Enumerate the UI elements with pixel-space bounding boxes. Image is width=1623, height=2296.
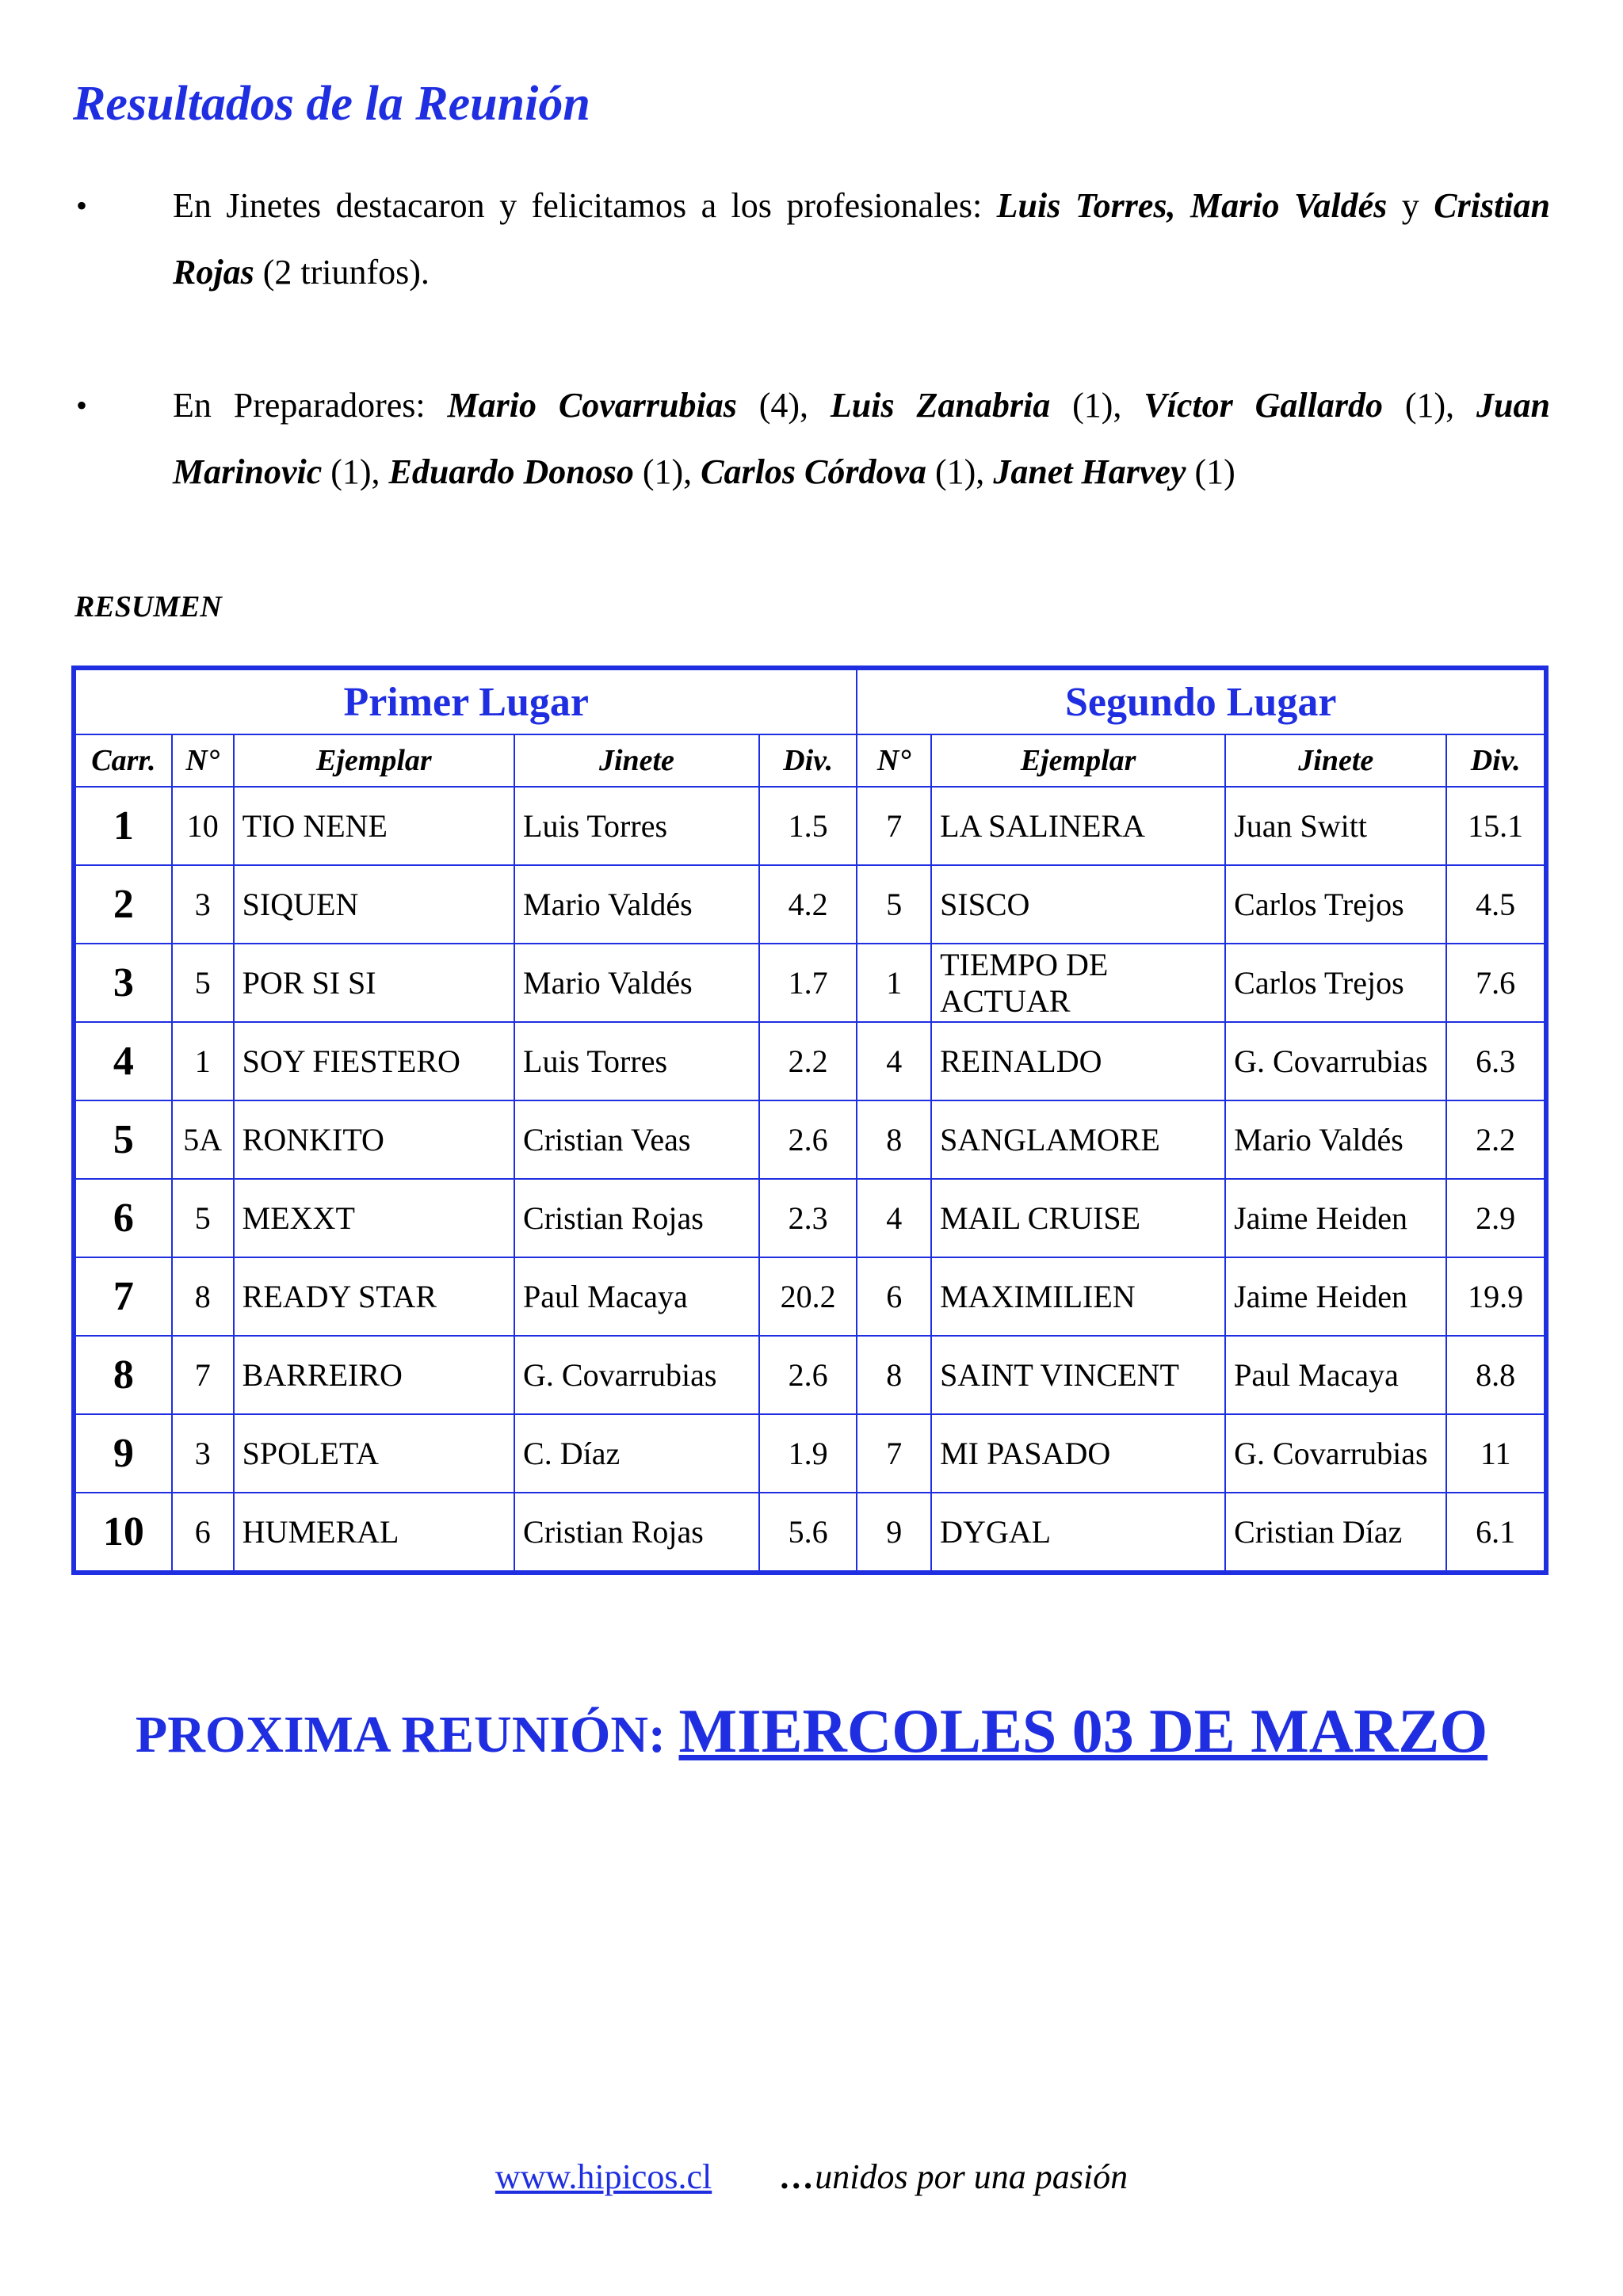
preparadores-bullet <box>76 372 1550 505</box>
second-horse-number: 4 <box>857 1022 931 1100</box>
first-horse-name: RONKITO <box>234 1100 514 1179</box>
next-meeting <box>0 1695 1623 1767</box>
col-jinete-2: Jinete <box>1225 734 1446 787</box>
second-jockey: Jaime Heiden <box>1225 1179 1446 1257</box>
table-row <box>74 1022 1546 1100</box>
table-row <box>74 1100 1546 1179</box>
second-jockey: Juan Switt <box>1225 787 1446 865</box>
second-dividend: 6.1 <box>1446 1493 1546 1573</box>
preparador-name: Luis Zanabria <box>830 386 1051 425</box>
jinetes-connector: y <box>1387 186 1434 225</box>
first-jockey: G. Covarrubias <box>514 1336 759 1414</box>
first-dividend: 2.3 <box>759 1179 857 1257</box>
preparador-name: Juan Marinovic <box>173 386 1550 491</box>
first-dividend: 1.5 <box>759 787 857 865</box>
table-row <box>74 865 1546 944</box>
second-dividend: 11 <box>1446 1414 1546 1493</box>
jinetes-names-2: Cristian Rojas <box>173 186 1550 292</box>
second-horse-number: 4 <box>857 1179 931 1257</box>
second-horse-number: 1 <box>857 944 931 1022</box>
second-horse-number: 7 <box>857 787 931 865</box>
second-horse-number: 5 <box>857 865 931 944</box>
race-number: 4 <box>74 1022 172 1100</box>
next-meeting-date: MIERCOLES 03 DE MARZO <box>678 1696 1488 1765</box>
second-jockey: Jaime Heiden <box>1225 1257 1446 1336</box>
second-horse-number: 8 <box>857 1100 931 1179</box>
preparador-count: (1) <box>1186 452 1235 491</box>
website-link[interactable]: www.hipicos.cl <box>495 2157 712 2196</box>
preparador-name: Janet Harvey <box>993 452 1186 491</box>
preparador-count: (1), <box>1050 386 1144 425</box>
second-jockey: Mario Valdés <box>1225 1100 1446 1179</box>
first-horse-name: SIQUEN <box>234 865 514 944</box>
first-dividend: 2.6 <box>759 1100 857 1179</box>
jinetes-text <box>173 173 1550 306</box>
second-dividend: 2.9 <box>1446 1179 1546 1257</box>
table-row <box>74 787 1546 865</box>
second-horse-name: DYGAL <box>931 1493 1225 1573</box>
first-dividend: 2.6 <box>759 1336 857 1414</box>
second-horse-number: 6 <box>857 1257 931 1336</box>
first-horse-number: 3 <box>172 865 234 944</box>
slogan-text: unidos por una pasión <box>815 2157 1128 2196</box>
bullet-dot-icon: • <box>76 188 88 223</box>
first-jockey: Mario Valdés <box>514 865 759 944</box>
second-jockey: G. Covarrubias <box>1225 1022 1446 1100</box>
first-horse-number: 6 <box>172 1493 234 1573</box>
second-dividend: 15.1 <box>1446 787 1546 865</box>
second-horse-number: 9 <box>857 1493 931 1573</box>
table-row <box>74 944 1546 1022</box>
col-ejemplar-1: Ejemplar <box>234 734 514 787</box>
table-row <box>74 1336 1546 1414</box>
second-horse-name: LA SALINERA <box>931 787 1225 865</box>
footer <box>0 2157 1623 2197</box>
preparador-count: (1), <box>1382 386 1477 425</box>
race-number: 1 <box>74 787 172 865</box>
second-jockey: G. Covarrubias <box>1225 1414 1446 1493</box>
first-dividend: 2.2 <box>759 1022 857 1100</box>
second-jockey: Carlos Trejos <box>1225 865 1446 944</box>
first-horse-number: 5A <box>172 1100 234 1179</box>
second-jockey: Cristian Díaz <box>1225 1493 1446 1573</box>
col-num-1: N° <box>172 734 234 787</box>
second-horse-number: 8 <box>857 1336 931 1414</box>
second-horse-name: MAIL CRUISE <box>931 1179 1225 1257</box>
second-horse-name: MAXIMILIEN <box>931 1257 1225 1336</box>
first-dividend: 5.6 <box>759 1493 857 1573</box>
first-horse-name: BARREIRO <box>234 1336 514 1414</box>
jinetes-names-1: Luis Torres, Mario Valdés <box>996 186 1388 225</box>
slogan-ellipsis: … <box>780 2157 815 2196</box>
first-horse-name: POR SI SI <box>234 944 514 1022</box>
first-dividend: 1.9 <box>759 1414 857 1493</box>
table-row <box>74 1257 1546 1336</box>
first-jockey: Cristian Rojas <box>514 1493 759 1573</box>
first-horse-number: 10 <box>172 787 234 865</box>
segundo-lugar-header: Segundo Lugar <box>857 668 1546 734</box>
col-carr: Carr. <box>74 734 172 787</box>
next-meeting-label: PROXIMA REUNIÓN: <box>135 1706 679 1764</box>
race-number: 10 <box>74 1493 172 1573</box>
jinetes-intro: En Jinetes destacaron y felicitamos a los profesionales: <box>173 186 997 225</box>
second-horse-name: SANGLAMORE <box>931 1100 1225 1179</box>
first-horse-name: HUMERAL <box>234 1493 514 1573</box>
col-jinete-1: Jinete <box>514 734 759 787</box>
second-horse-name: SAINT VINCENT <box>931 1336 1225 1414</box>
first-horse-number: 8 <box>172 1257 234 1336</box>
second-dividend: 2.2 <box>1446 1100 1546 1179</box>
preparadores-intro: En Preparadores: <box>173 386 448 425</box>
second-horse-name: TIEMPO DE ACTUAR <box>931 944 1225 1022</box>
primer-lugar-header: Primer Lugar <box>74 668 857 734</box>
first-jockey: Luis Torres <box>514 1022 759 1100</box>
results-table <box>71 666 1549 1575</box>
table-row <box>74 1414 1546 1493</box>
race-number: 5 <box>74 1100 172 1179</box>
preparador-name: Carlos Córdova <box>701 452 926 491</box>
first-jockey: Cristian Veas <box>514 1100 759 1179</box>
race-number: 7 <box>74 1257 172 1336</box>
race-number: 2 <box>74 865 172 944</box>
table-row <box>74 1179 1546 1257</box>
second-horse-name: SISCO <box>931 865 1225 944</box>
col-num-2: N° <box>857 734 931 787</box>
second-dividend: 7.6 <box>1446 944 1546 1022</box>
first-dividend: 1.7 <box>759 944 857 1022</box>
col-ejemplar-2: Ejemplar <box>931 734 1225 787</box>
race-number: 6 <box>74 1179 172 1257</box>
preparador-count: (1), <box>633 452 701 491</box>
preparador-name: Eduardo Donoso <box>388 452 634 491</box>
race-number: 8 <box>74 1336 172 1414</box>
page-title: Resultados de la Reunión <box>73 77 590 131</box>
preparador-name: Víctor Gallardo <box>1144 386 1383 425</box>
second-dividend: 19.9 <box>1446 1257 1546 1336</box>
first-horse-number: 5 <box>172 944 234 1022</box>
second-jockey: Carlos Trejos <box>1225 944 1446 1022</box>
race-number: 3 <box>74 944 172 1022</box>
first-dividend: 4.2 <box>759 865 857 944</box>
first-horse-name: READY STAR <box>234 1257 514 1336</box>
first-jockey: Paul Macaya <box>514 1257 759 1336</box>
first-horse-name: SPOLETA <box>234 1414 514 1493</box>
first-dividend: 20.2 <box>759 1257 857 1336</box>
first-jockey: Cristian Rojas <box>514 1179 759 1257</box>
preparador-count: (1), <box>926 452 994 491</box>
preparadores-text <box>173 372 1550 505</box>
table-row <box>74 1493 1546 1573</box>
preparador-count: (1), <box>322 452 389 491</box>
col-div-1: Div. <box>759 734 857 787</box>
preparador-count: (4), <box>736 386 831 425</box>
second-horse-name: REINALDO <box>931 1022 1225 1100</box>
first-jockey: Luis Torres <box>514 787 759 865</box>
col-div-2: Div. <box>1446 734 1546 787</box>
first-horse-number: 3 <box>172 1414 234 1493</box>
preparador-name: Mario Covarrubias <box>447 386 737 425</box>
second-jockey: Paul Macaya <box>1225 1336 1446 1414</box>
second-horse-name: MI PASADO <box>931 1414 1225 1493</box>
race-number: 9 <box>74 1414 172 1493</box>
first-horse-number: 1 <box>172 1022 234 1100</box>
bullet-dot-icon: • <box>76 387 88 423</box>
first-horse-name: TIO NENE <box>234 787 514 865</box>
second-dividend: 4.5 <box>1446 865 1546 944</box>
first-horse-number: 7 <box>172 1336 234 1414</box>
first-horse-number: 5 <box>172 1179 234 1257</box>
second-dividend: 6.3 <box>1446 1022 1546 1100</box>
jinetes-bullet <box>76 173 1550 306</box>
jinetes-tail: (2 triunfos). <box>254 253 430 292</box>
second-dividend: 8.8 <box>1446 1336 1546 1414</box>
resumen-label: RESUMEN <box>74 590 222 624</box>
first-jockey: Mario Valdés <box>514 944 759 1022</box>
first-jockey: C. Díaz <box>514 1414 759 1493</box>
slogan <box>780 2157 1128 2196</box>
first-horse-name: SOY FIESTERO <box>234 1022 514 1100</box>
second-horse-number: 7 <box>857 1414 931 1493</box>
first-horse-name: MEXXT <box>234 1179 514 1257</box>
